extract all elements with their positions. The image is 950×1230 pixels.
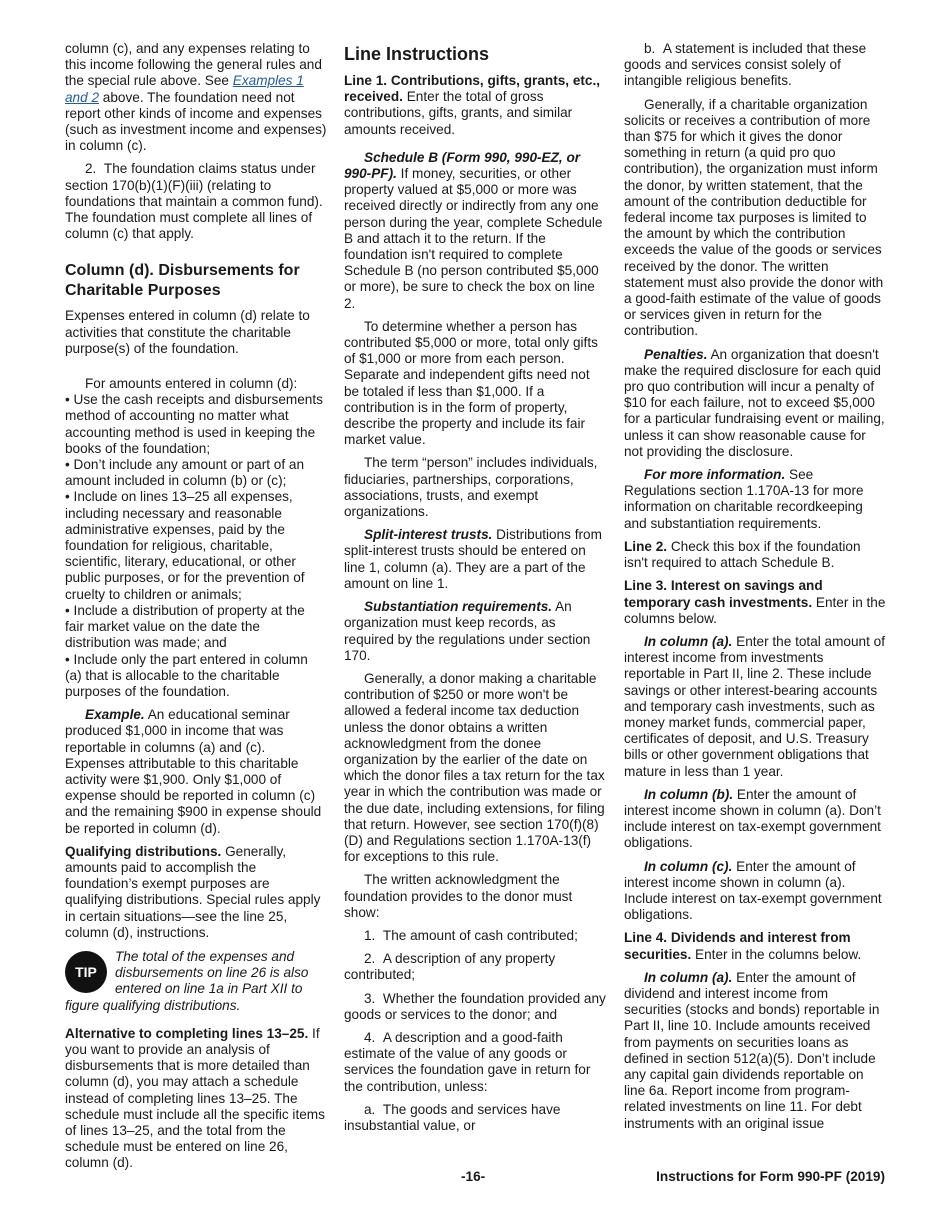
run-in-heading: Line 3. Interest on savings and temporary cash investments. bbox=[624, 578, 823, 610]
section-heading-line-instructions: Line Instructions bbox=[344, 44, 490, 64]
run-in-heading: Split-interest trusts. bbox=[364, 527, 493, 543]
run-in-heading: Line 4. Dividends and interest from securities. bbox=[624, 930, 851, 962]
bullet-item: • Don’t include any amount or part of an amount included in column (b) or (c); bbox=[65, 457, 305, 489]
section-heading-column-d: Column (d). Disbursements for Charitable Purposes bbox=[65, 262, 300, 300]
paragraph-alternative bbox=[65, 1026, 327, 1172]
paragraph-qualifying bbox=[65, 844, 327, 941]
paragraph-determine: To determine whether a person has contributed $5,000 or more, total only gifts of $1,000 or more from each person. Separate and independent gifts need not be totaled if less than $1,000. If a contribution is in the form of property, describe the property and include its fair market value. bbox=[344, 318, 598, 448]
list-item: a. The goods and services have insubstantial value, or bbox=[344, 1101, 561, 1133]
paragraph-line-3-col-c bbox=[624, 859, 886, 924]
paragraph-schedule-b bbox=[344, 150, 606, 312]
bullet-item: • Include on lines 13–25 all expenses, including necessary and reasonable administrative expenses, paid by the foundation for religious, charitable, scientific, literary, educational, or other public purposes, or for the prevention of cruelty to children or animals; bbox=[65, 489, 305, 602]
text: An organization that doesn't make the required disclosure for each quid pro quo contribution will incur a penalty of $10 for each failure, not to exceed $5,000 for a particular fundraising event or mailing, unless it can show reasonable cause for not providing the disclosure. bbox=[624, 346, 885, 459]
run-in-heading: For more information. bbox=[644, 467, 786, 483]
text: An educational seminar produced $1,000 in income that was reportable in columns (a) and (c). Expenses attributable to this charitable activity were $1,900. Only $1,000 of expense should be reported in column (c) and the remaining $900 in expense should be reported in column (d). bbox=[65, 707, 322, 836]
run-in-heading: Alternative to completing lines 13–25. bbox=[65, 1025, 309, 1041]
text: above. The foundation need not report other kinds of income and expenses (such as investment income and expenses) in column (c). bbox=[65, 89, 327, 154]
paragraph-person: The term “person” includes individuals, fiduciaries, partnerships, corporations, associations, trusts, and exempt organizations. bbox=[344, 455, 598, 520]
paragraph-line-2 bbox=[624, 539, 886, 571]
paragraph-substantiation bbox=[344, 599, 606, 664]
bullet-text: Include only the part entered in column (a) that is allocable to the charitable purposes of the foundation. bbox=[65, 651, 308, 699]
paragraph-income-rules bbox=[65, 41, 327, 154]
run-in-heading: Schedule B (Form 990, 990-EZ, or 990-PF). bbox=[344, 149, 581, 182]
text: Enter the amount of dividend and interest income from securities (stocks and bonds) reportable in Part II, line 10. Include amounts received from payments on securities loans as defined in section 512(a)(5). Don’t include any capital gain dividends reportable on line 6a. Report income from program-related investments on line 11. For debt instruments with an original issue bbox=[624, 969, 880, 1131]
paragraph-line-1 bbox=[344, 73, 606, 138]
paragraph-line-3-col-a bbox=[624, 634, 886, 780]
run-in-heading: In column (c). bbox=[644, 858, 733, 874]
paragraph-line-4-col-a bbox=[624, 970, 886, 1132]
text: Enter the amount of interest income shown in column (a). Don’t include interest on tax-exempt government obligations. bbox=[624, 786, 881, 851]
paragraph-common-fund: 2. The foundation claims status under section 170(b)(1)(F)(iii) (relating to foundations that maintain a common fund). The foundation must complete all lines of column (c) that apply. bbox=[65, 161, 323, 242]
paragraph-expenses: Expenses entered in column (d) relate to activities that constitute the charitable purpose(s) of the foundation. bbox=[65, 308, 310, 356]
bullet-item: • Use the cash receipts and disbursements method of accounting no matter what accounting method is used in keeping the books of the foundation; bbox=[65, 392, 323, 456]
bullet-text: Don’t include any amount or part of an amount included in column (b) or (c); bbox=[65, 457, 305, 489]
paragraph-example bbox=[65, 707, 327, 837]
paragraph-written-ack: The written acknowledgment the foundation provides to the donor must show: bbox=[344, 872, 573, 920]
bullet-item: • Include only the part entered in column (a) that is allocable to the charitable purposes of the foundation. bbox=[65, 651, 308, 699]
paragraph-quid-pro-quo: Generally, if a charitable organization solicits or receives a contribution of more than $75 for which it gives the donor something in return (a quid pro quo contribution), the organization must inform the donor, by written statement, that the amount of the contribution deductible for federal income tax purposes is limited to the amount by which the contribution exceeds the value of the goods or services received by the donor. The written statement must also provide the donor with a good-faith estimate of the value of goods or services given in return for the contribution. bbox=[624, 96, 884, 339]
column-right bbox=[624, 41, 886, 1139]
run-in-heading: In column (b). bbox=[644, 786, 734, 802]
run-in-heading: Substantiation requirements. bbox=[364, 599, 553, 615]
bullet-text: Include on lines 13–25 all expenses, including necessary and reasonable administrative expenses, paid by the foundation for religious, charitable, scientific, literary, educational, or other public purposes, or for the prevention of cruelty to children or animals; bbox=[65, 489, 305, 602]
tip-icon: TIP bbox=[65, 951, 107, 993]
paragraph-line-3-col-b bbox=[624, 787, 886, 852]
list-item: 1. The amount of cash contributed; bbox=[364, 927, 578, 943]
examples-link[interactable]: Examples 1 and 2 bbox=[65, 73, 304, 105]
run-in-heading: In column (a). bbox=[644, 969, 733, 985]
paragraph-penalties bbox=[624, 347, 886, 460]
text: Check this box if the foundation isn't required to attach Schedule B. bbox=[624, 538, 861, 571]
text: Enter in the columns below. bbox=[691, 946, 862, 962]
document-title: Instructions for Form 990-PF (2019) bbox=[656, 1169, 885, 1184]
column-left bbox=[65, 41, 327, 1179]
text: Enter in the columns below. bbox=[624, 594, 886, 626]
tip-text: The total of the expenses and disbursements on line 26 is also entered on line 1a in Part XII to figure qualifying distributions. bbox=[65, 948, 309, 1013]
text: Enter the total amount of interest income from investments reportable in Part II, line 2. These include savings or other interest-bearing accounts and temporary cash investments, such as money market funds, commercial paper, certificates of deposit, and U.S. Treasury bills or other government obligations that mature in less than 1 year. bbox=[624, 633, 886, 779]
run-in-heading: Qualifying distributions. bbox=[65, 843, 222, 859]
paragraph-split-interest bbox=[344, 527, 606, 592]
text: Distributions from split-interest trusts should be entered on line 1, column (a). They are a part of the amount on line 1. bbox=[344, 527, 602, 591]
paragraph-amounts-intro: For amounts entered in column (d): bbox=[85, 376, 298, 392]
page-number: -16- bbox=[461, 1169, 486, 1184]
text: Generally, amounts paid to accomplish the foundation’s exempt purposes are qualifying distributions. Special rules apply in certain situations—see the line 25, column (d), instructions. bbox=[65, 843, 321, 940]
text: Enter the total of gross contributions, gifts, grants, and similar amounts received. bbox=[344, 89, 573, 137]
column-middle bbox=[344, 41, 606, 1141]
text: If money, securities, or other property valued at $5,000 or more was received directly or indirectly from any one person during the year, complete Schedule B and attach it to the return. If the foundation isn't required to complete Schedule B (no person contributed $5,000 or more), be sure to check the box on line 2. bbox=[344, 166, 603, 311]
text: See Regulations section 1.170A-13 for more information on charitable recordkeeping and substantiation requirements. bbox=[624, 467, 864, 531]
paragraph-generally-donor: Generally, a donor making a charitable contribution of $250 or more won't be allowed a federal income tax deduction unless the donor obtains a written acknowledgment from the donee organization by the earlier of the date on which the donor files a tax return for the tax year in which the contribution was made or the due date, including extensions, for filing that return. However, see section 170(f)(8)(D) and Regulations section 1.170A-13(f) for exceptions to this rule. bbox=[344, 670, 605, 865]
text: Enter the amount of interest income shown in column (a). Include interest on tax-exempt government obligations. bbox=[624, 858, 882, 923]
text: If you want to provide an analysis of disbursements that is more detailed than column (d), you may attach a schedule instead of completing lines 13–25. The schedule must include all the specific items of lines 13–25, and the total from the schedule must be entered on line 26, column (d). bbox=[65, 1025, 325, 1171]
run-in-heading: Penalties. bbox=[644, 346, 708, 362]
list-item: b. A statement is included that these goods and services consist solely of intangible religious benefits. bbox=[624, 41, 867, 89]
run-in-heading: Line 1. Contributions, gifts, grants, etc., received. bbox=[344, 73, 601, 105]
run-in-heading: In column (a). bbox=[644, 633, 733, 649]
list-item: 4. A description and a good-faith estimate of the value of any goods or services the foundation gave in return for the contribution, unless: bbox=[344, 1029, 591, 1094]
text: column (c), and any expenses relating to this income following the general rules and the special rule above. See bbox=[65, 41, 322, 89]
bullet-text: Use the cash receipts and disbursements method of accounting no matter what accounting method is used in keeping the books of the foundation; bbox=[65, 392, 323, 456]
paragraph-line-4 bbox=[624, 930, 886, 962]
run-in-heading: Example. bbox=[85, 707, 145, 723]
bullet-item: • Include a distribution of property at the fair market value on the date the distribution was made; and bbox=[65, 602, 305, 651]
list-item: 3. Whether the foundation provided any goods or services to the donor; and bbox=[344, 990, 606, 1022]
bullet-text: Include a distribution of property at the fair market value on the date the distribution was made; and bbox=[65, 602, 305, 651]
tip-callout bbox=[65, 949, 327, 1014]
paragraph-more-info bbox=[624, 467, 886, 532]
text: An organization must keep records, as required by the regulations under section 170. bbox=[344, 599, 591, 663]
paragraph-line-3 bbox=[624, 578, 886, 627]
list-item: 2. A description of any property contributed; bbox=[344, 951, 556, 983]
run-in-heading: Line 2. bbox=[624, 538, 668, 554]
